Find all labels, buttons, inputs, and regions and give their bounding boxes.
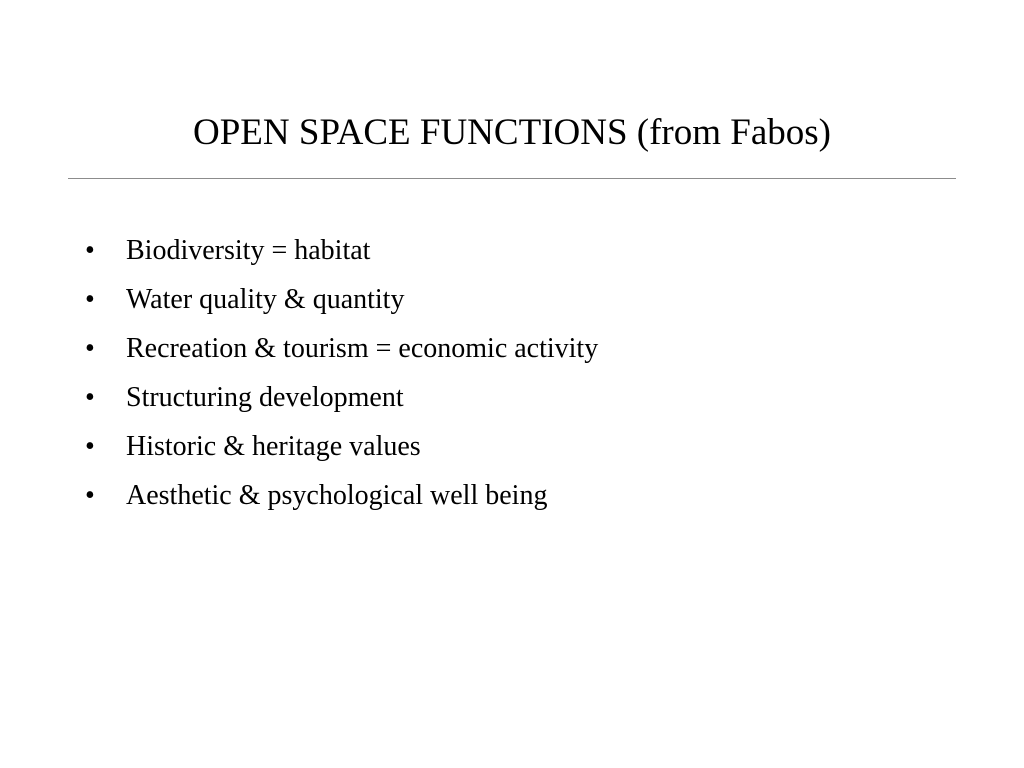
bullet-icon: • (85, 431, 95, 462)
bullet-icon: • (85, 235, 95, 266)
bullet-text: Water quality & quantity (126, 284, 405, 315)
bullet-icon: • (85, 333, 95, 364)
bullet-text: Structuring development (126, 382, 404, 413)
slide-title: OPEN SPACE FUNCTIONS (from Fabos) (193, 112, 831, 153)
bullet-text: Historic & heritage values (126, 431, 421, 462)
bullet-text: Biodiversity = habitat (126, 235, 371, 266)
bullet-icon: • (85, 480, 95, 511)
title-divider (68, 178, 956, 179)
bullet-text: Recreation & tourism = economic activity (126, 333, 599, 364)
bullet-icon: • (85, 284, 95, 315)
bullet-icon: • (85, 382, 95, 413)
bullet-text: Aesthetic & psychological well being (126, 480, 548, 511)
